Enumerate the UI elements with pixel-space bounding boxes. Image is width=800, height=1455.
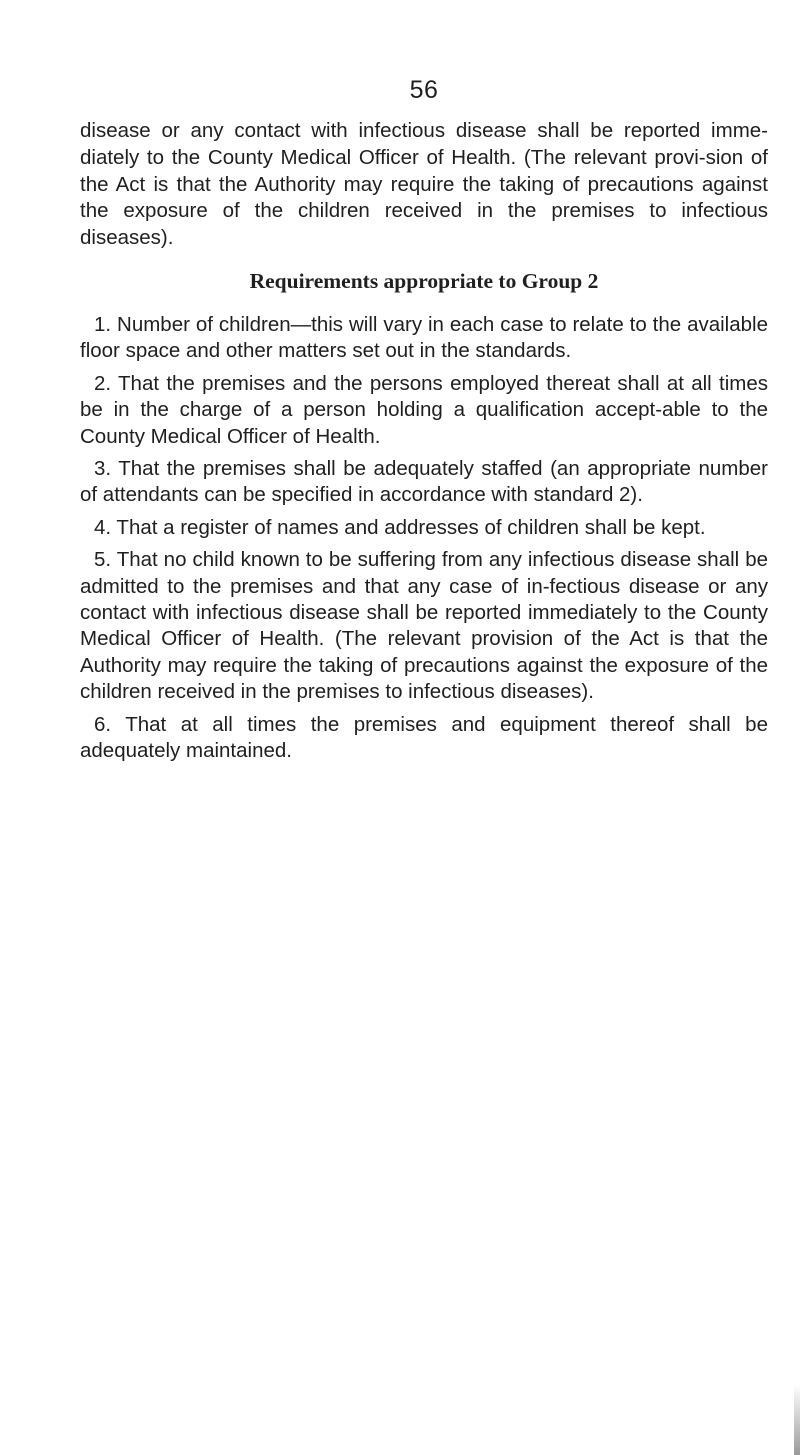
requirement-item-4: 4. That a register of names and addresses of children shall be kept.: [94, 515, 706, 539]
intro-paragraph: disease or any contact with infectious disease shall be reported imme-diately to the County Medical Officer of Health. (The relevant provi-sion of the Act is that the Authority may require the taking of precautions against the exposure of the children received in the premises to infectious diseases).: [80, 119, 768, 250]
section-heading: Requirements appropriate to Group 2: [249, 269, 599, 293]
page-number: 56: [409, 76, 439, 104]
requirement-item-5: 5. That no child known to be suffering from any infectious disease shall be admitted to the premises and that any case of in-fectious disease or any contact with infectious disease shall be reported immediately to the County Medical Officer of Health. (The relevant provision of the Act is that the Authority may require the taking of precautions against the exposure of the children received in the premises to infectious diseases).: [80, 548, 768, 704]
requirements-list: [80, 312, 768, 771]
requirement-item-6: 6. That at all times the premises and equipment thereof shall be adequately maintained.: [80, 712, 768, 763]
requirement-item-1: 1. Number of children—this will vary in each case to relate to the available floor space and other matters set out in the standards.: [80, 313, 768, 363]
requirement-item-3: 3. That the premises shall be adequately staffed (an appropriate number of attendants can be specified in accordance with standard 2).: [80, 457, 768, 507]
scan-edge-shadow: [794, 1385, 800, 1455]
requirement-item-2: 2. That the premises and the persons employed thereat shall at all times be in the charge of a person holding a qualification accept-able to the County Medical Officer of Health.: [80, 371, 768, 448]
